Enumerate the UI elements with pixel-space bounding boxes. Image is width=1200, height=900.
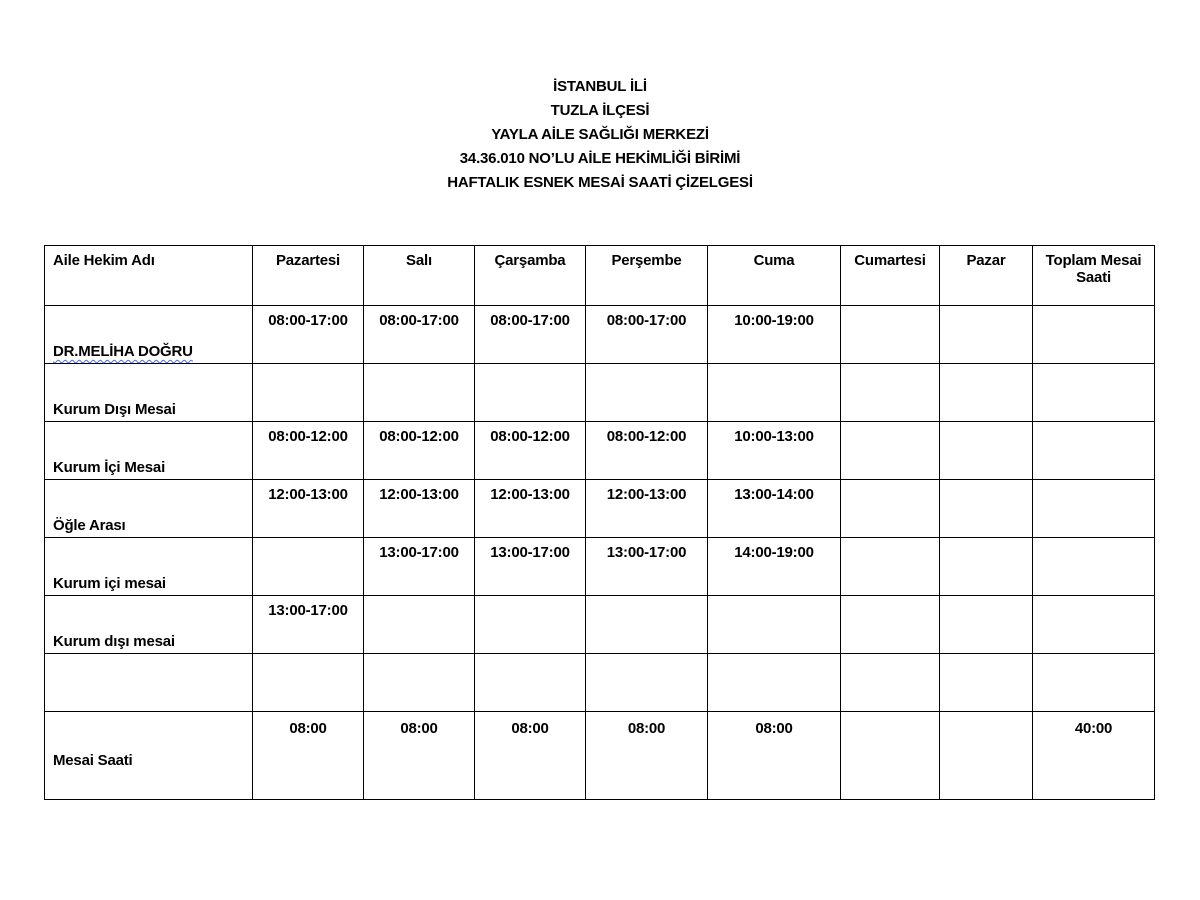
schedule-title: HAFTALIK ESNEK MESAİ SAATİ ÇİZELGESİ: [447, 174, 753, 191]
table-cell: [1033, 538, 1155, 596]
table-cell: 14:00-19:00: [708, 538, 841, 596]
table-cell: [253, 364, 364, 422]
table-cell: [940, 480, 1033, 538]
table-cell: 13:00-17:00: [586, 538, 708, 596]
table-row-lunch-break: [45, 480, 1155, 538]
table-row-external-work: [45, 364, 1155, 422]
table-cell: [940, 654, 1033, 712]
table-row-work-hours-total: [45, 712, 1155, 800]
table-cell: 12:00-13:00: [586, 480, 708, 538]
table-cell: [253, 654, 364, 712]
table-cell: 08:00: [475, 712, 586, 800]
table-cell: [253, 538, 364, 596]
table-cell: [841, 480, 940, 538]
district-title: TUZLA İLÇESİ: [550, 102, 650, 119]
column-header-tuesday: Salı: [364, 246, 475, 306]
column-header-thursday: Perşembe: [586, 246, 708, 306]
unit-title: 34.36.010 NO’LU AİLE HEKİMLİĞİ BİRİMİ: [459, 150, 741, 167]
table-cell: [475, 364, 586, 422]
table-cell: 08:00: [364, 712, 475, 800]
table-cell: [1033, 422, 1155, 480]
column-header-sunday: Pazar: [940, 246, 1033, 306]
doctor-name: DR.MELİHA DOĞRU: [53, 343, 193, 360]
table-cell: [364, 596, 475, 654]
row-label: Kurum dışı mesai: [45, 596, 253, 654]
table-cell: [940, 538, 1033, 596]
table-cell: [841, 422, 940, 480]
column-header-friday: Cuma: [708, 246, 841, 306]
table-cell: [708, 364, 841, 422]
table-cell: [586, 596, 708, 654]
table-row-empty: [45, 654, 1155, 712]
table-cell: [841, 654, 940, 712]
table-cell: 08:00-17:00: [586, 306, 708, 364]
header-row: [45, 246, 1155, 306]
table-cell: [475, 654, 586, 712]
table-cell: 08:00-17:00: [253, 306, 364, 364]
weekly-schedule-table: [44, 245, 1155, 800]
table-cell: [1033, 306, 1155, 364]
table-cell: 08:00-17:00: [364, 306, 475, 364]
table-cell: [841, 306, 940, 364]
table-cell: 13:00-17:00: [364, 538, 475, 596]
table-row-internal-work-afternoon: [45, 538, 1155, 596]
table-cell: [940, 422, 1033, 480]
table-cell: [940, 596, 1033, 654]
table-cell: 12:00-13:00: [475, 480, 586, 538]
table-cell: 08:00: [708, 712, 841, 800]
table-cell: 12:00-13:00: [253, 480, 364, 538]
column-header-doctor-name: Aile Hekim Adı: [45, 246, 253, 306]
column-header-wednesday: Çarşamba: [475, 246, 586, 306]
table-cell: [475, 596, 586, 654]
table-cell: [940, 364, 1033, 422]
row-label-cell: [45, 306, 253, 364]
table-cell: [841, 712, 940, 800]
province-title: İSTANBUL İLİ: [553, 78, 647, 95]
table-cell: 10:00-13:00: [708, 422, 841, 480]
table-cell: [1033, 654, 1155, 712]
row-label: Kurum İçi Mesai: [45, 422, 253, 480]
table-row-internal-work-morning: [45, 422, 1155, 480]
document-header: [0, 75, 1200, 195]
table-cell: 08:00: [586, 712, 708, 800]
table-cell: [364, 364, 475, 422]
table-cell: 08:00-12:00: [586, 422, 708, 480]
row-label: Mesai Saati: [45, 712, 253, 800]
table-cell: 13:00-14:00: [708, 480, 841, 538]
table-cell: [940, 306, 1033, 364]
row-label: [45, 654, 253, 712]
column-header-monday: Pazartesi: [253, 246, 364, 306]
table-cell: [586, 654, 708, 712]
table-cell: [841, 538, 940, 596]
row-label: Kurum Dışı Mesai: [45, 364, 253, 422]
table-cell: [708, 654, 841, 712]
table-cell: 13:00-17:00: [475, 538, 586, 596]
table-cell: 08:00: [253, 712, 364, 800]
table-cell: 08:00-12:00: [364, 422, 475, 480]
column-header-total-hours: Toplam Mesai Saati: [1033, 246, 1155, 306]
health-center-title: YAYLA AİLE SAĞLIĞI MERKEZİ: [491, 126, 709, 143]
table-cell: 08:00-12:00: [475, 422, 586, 480]
table-cell: [841, 364, 940, 422]
table-cell: [1033, 364, 1155, 422]
table-cell: 13:00-17:00: [253, 596, 364, 654]
table-cell: [364, 654, 475, 712]
table-cell: [586, 364, 708, 422]
row-label: Öğle Arası: [45, 480, 253, 538]
table-cell: [841, 596, 940, 654]
row-label: Kurum içi mesai: [45, 538, 253, 596]
table-row-external-work-afternoon: [45, 596, 1155, 654]
table-cell: [1033, 596, 1155, 654]
total-hours-cell: 40:00: [1033, 712, 1155, 800]
table-cell: 08:00-12:00: [253, 422, 364, 480]
column-header-saturday: Cumartesi: [841, 246, 940, 306]
table-cell: 08:00-17:00: [475, 306, 586, 364]
table-row-doctor: [45, 306, 1155, 364]
table-cell: [940, 712, 1033, 800]
table-cell: [708, 596, 841, 654]
table-cell: 12:00-13:00: [364, 480, 475, 538]
table-cell: 10:00-19:00: [708, 306, 841, 364]
table-cell: [1033, 480, 1155, 538]
